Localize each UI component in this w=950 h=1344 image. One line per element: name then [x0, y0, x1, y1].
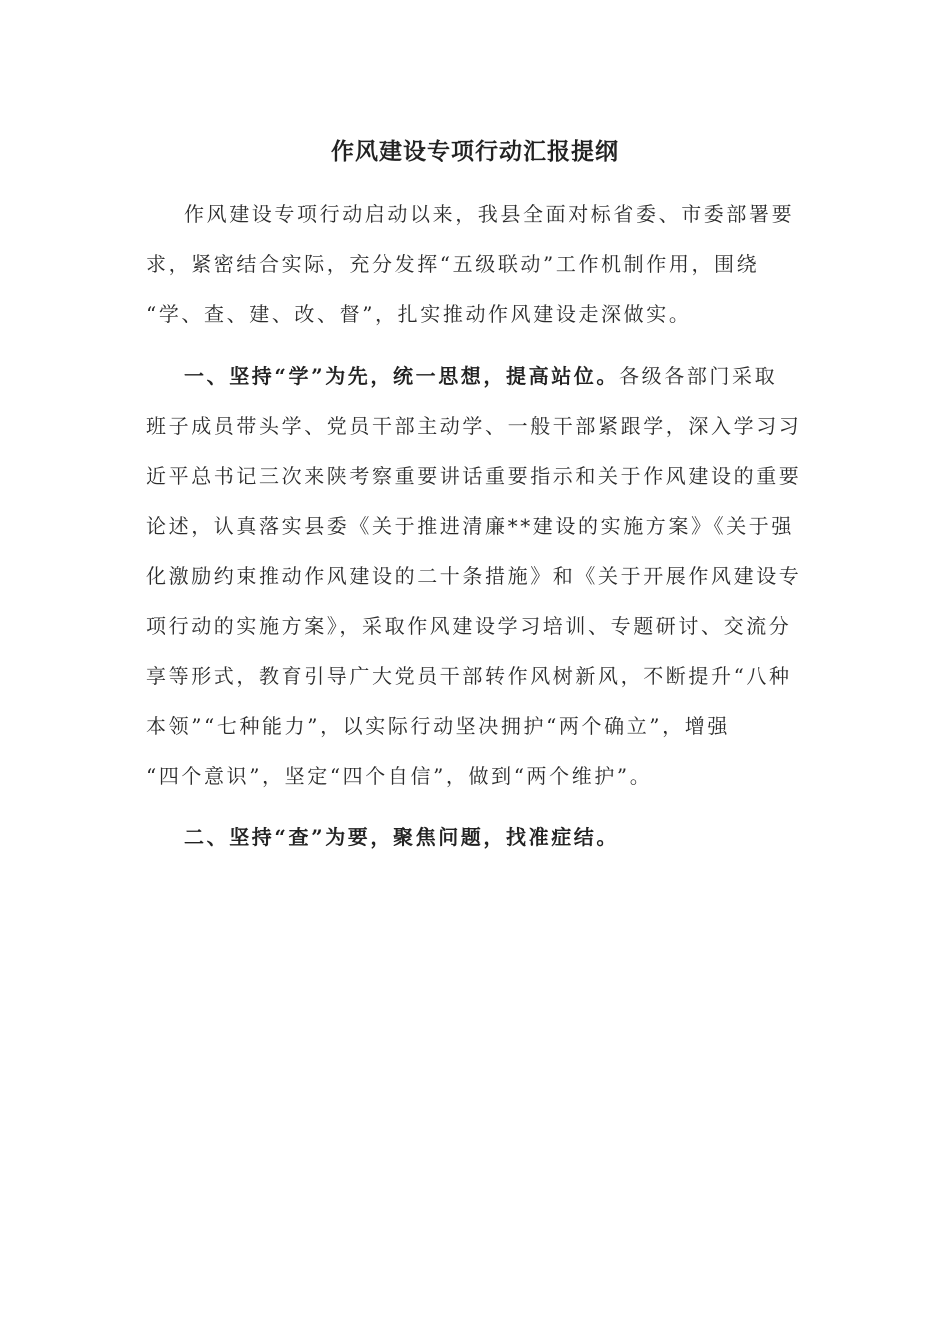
section-2-paragraph [146, 812, 806, 862]
section-1-line: “四个意识”，坚定“四个自信”，做到“两个维护”。 [146, 764, 653, 788]
section-1-line: 项行动的实施方案》，采取作风建设学习培训、专题研讨、交流分 [146, 614, 792, 638]
section-1-first-line-rest: 各级各部门采取 [619, 364, 778, 388]
section-1-line: 本领”“七种能力”，以实际行动坚决拥护“两个确立”，增强 [146, 714, 730, 738]
intro-line: “学、查、建、改、督”，扎实推动作风建设走深做实。 [146, 302, 692, 326]
section-1-line: 近平总书记三次来陕考察重要讲话重要指示和关于作风建设的重要 [146, 464, 802, 488]
intro-paragraph [146, 189, 806, 339]
document-title: 作风建设专项行动汇报提纲 [331, 138, 619, 165]
section-1-paragraph [146, 351, 806, 801]
section-1-line: 论述，认真落实县委《关于推进清廉**建设的实施方案》《关于强 [146, 514, 794, 538]
intro-line: 作风建设专项行动启动以来，我县全面对标省委、市委部署要 [184, 202, 795, 226]
intro-line: 求，紧密结合实际，充分发挥“五级联动”工作机制作用，围绕 [146, 252, 760, 276]
section-1-first-line [146, 351, 806, 401]
section-2-heading: 二、坚持“查”为要，聚焦问题，找准症结。 [184, 825, 620, 849]
section-1-line: 班子成员带头学、党员干部主动学、一般干部紧跟学，深入学习习 [146, 414, 802, 438]
section-1-line: 享等形式，教育引导广大党员干部转作风树新风，不断提升“八种 [146, 664, 792, 688]
section-1-heading: 一、坚持“学”为先，统一思想，提高站位。 [184, 364, 620, 388]
section-1-line: 化激励约束推动作风建设的二十条措施》和《关于开展作风建设专 [146, 564, 802, 588]
